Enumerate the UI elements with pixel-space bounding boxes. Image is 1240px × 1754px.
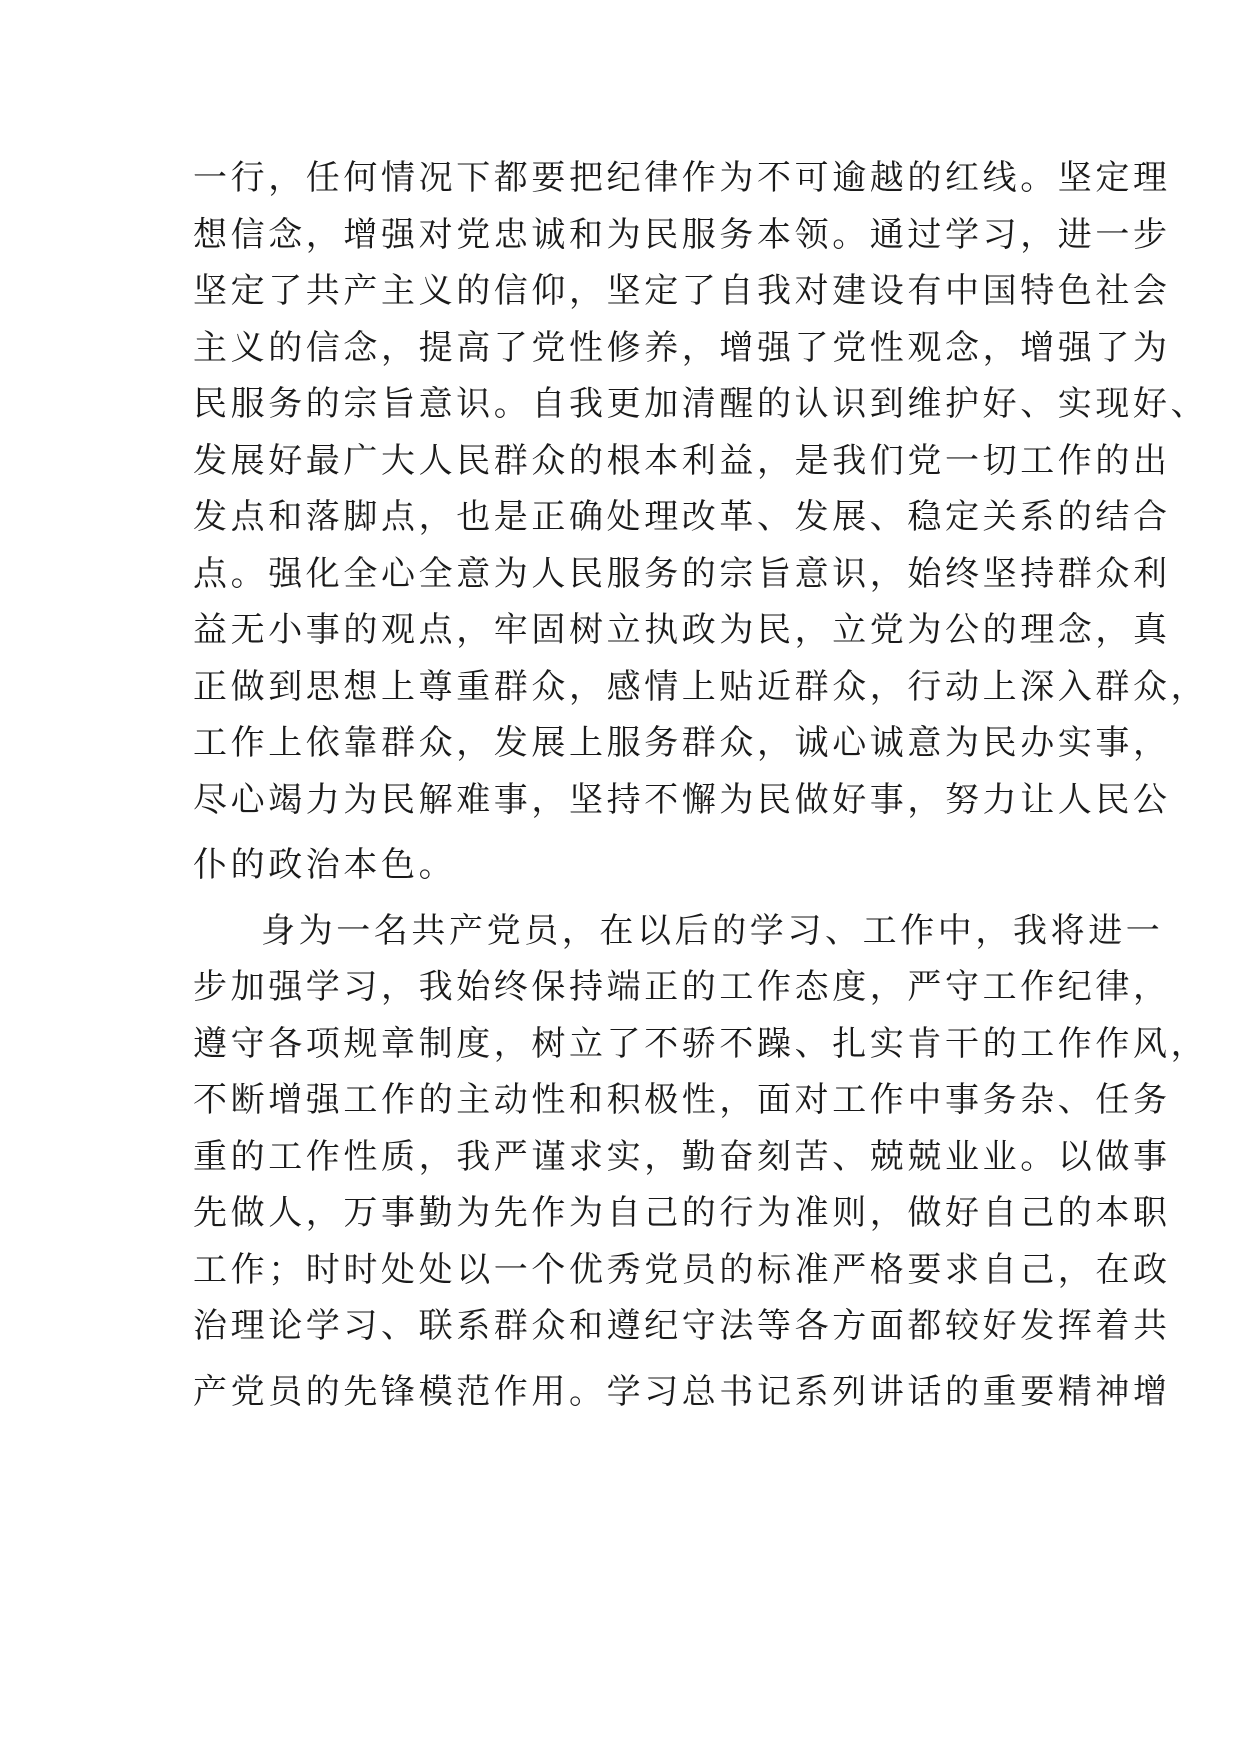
text-line: 一行，任何情况下都要把纪律作为不可逾越的红线。坚定理 (193, 158, 1171, 198)
text-line: 益无小事的观点，牢固树立执政为民，立党为公的理念，真 (193, 610, 1171, 650)
text-line: 尽心竭力为民解难事，坚持不懈为民做好事，努力让人民公 (193, 779, 1171, 820)
text-line: 遵守各项规章制度，树立了不骄不躁、扎实肯干的工作作风， (193, 1023, 1209, 1064)
text-line: 治理论学习、联系群众和遵纪守法等各方面都较好发挥着共 (193, 1306, 1171, 1346)
text-line: 民服务的宗旨意识。自我更加清醒的认识到维护好、实现好、 (193, 384, 1209, 424)
text-line: 主义的信念，提高了党性修养，增强了党性观念，增强了为 (193, 327, 1171, 368)
text-line: 不断增强工作的主动性和积极性，面对工作中事务杂、任务 (193, 1080, 1171, 1120)
text-line: 正做到思想上尊重群众，感情上贴近群众，行动上深入群众， (193, 666, 1209, 707)
text-line: 坚定了共产主义的信仰，坚定了自我对建设有中国特色社会 (193, 271, 1171, 311)
text-line: 想信念，增强对党忠诚和为民服务本领。通过学习，进一步 (193, 214, 1171, 255)
text-line: 点。强化全心全意为人民服务的宗旨意识，始终坚持群众利 (193, 553, 1171, 594)
text-line: 发展好最广大人民群众的根本利益，是我们党一切工作的出 (193, 440, 1171, 481)
text-line: 仆的政治本色。 (193, 845, 457, 885)
text-line: 步加强学习，我始终保持端正的工作态度，严守工作纪律， (193, 967, 1171, 1007)
text-line: 重的工作性质，我严谨求实，勤奋刻苦、兢兢业业。以做事 (193, 1136, 1171, 1177)
text-line: 产党员的先锋模范作用。学习总书记系列讲话的重要精神增 (193, 1371, 1171, 1412)
text-line: 发点和落脚点，也是正确处理改革、发展、稳定关系的结合 (193, 497, 1171, 537)
paragraph-first-line: 身为一名共产党员，在以后的学习、工作中，我将进一 (261, 910, 1164, 951)
text-line: 工作；时时处处以一个优秀党员的标准严格要求自己，在政 (193, 1249, 1171, 1290)
body-text (193, 150, 1209, 1420)
text-line: 工作上依靠群众，发展上服务群众，诚心诚意为民办实事， (193, 723, 1171, 763)
text-line: 先做人，万事勤为先作为自己的行为准则，做好自己的本职 (193, 1193, 1171, 1233)
